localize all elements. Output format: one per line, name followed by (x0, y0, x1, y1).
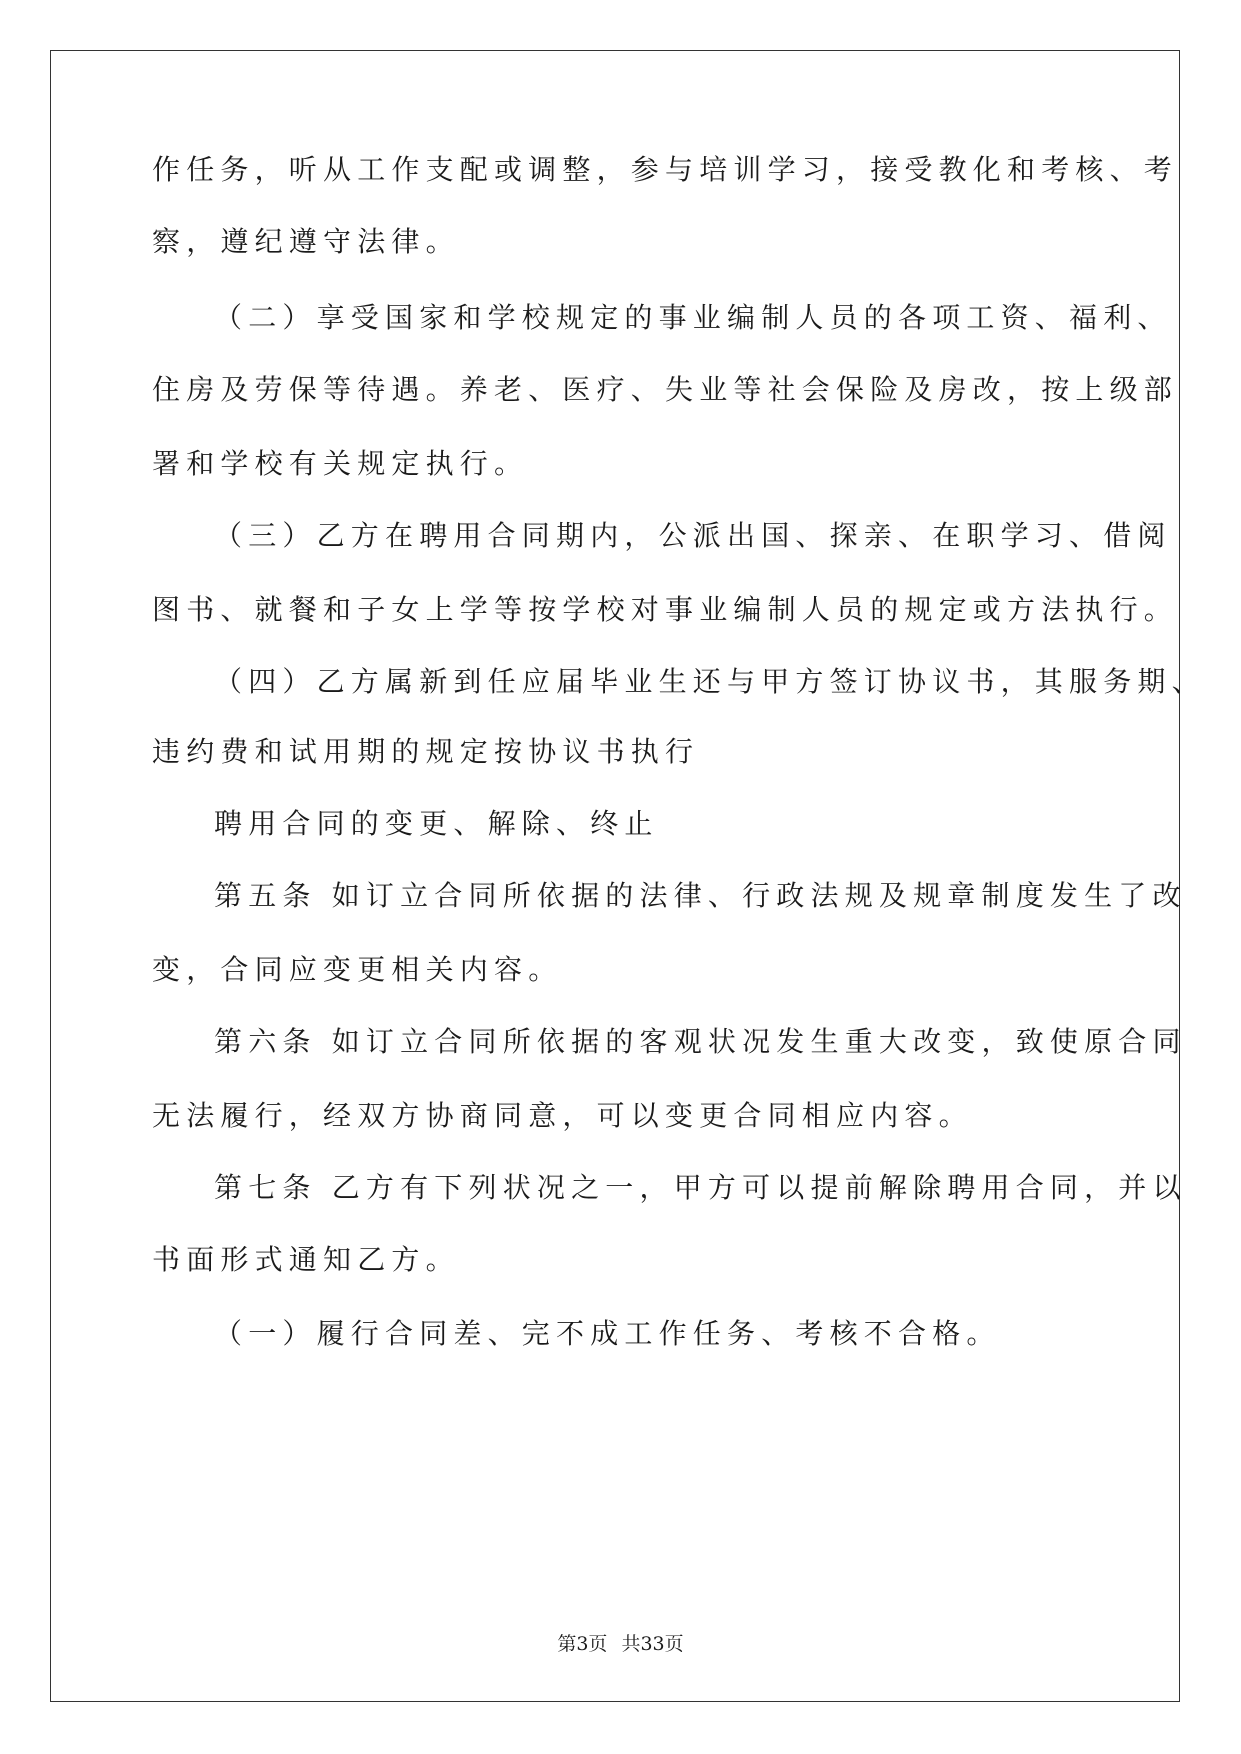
text-line: 察，遵纪遵守法律。 (152, 225, 460, 258)
article-line: 第六条 如订立合同所依据的客观状况发生重大改变，致使原合同 (214, 1025, 1187, 1058)
paragraph-start-line: （二）享受国家和学校规定的事业编制人员的各项工资、福利、 (214, 301, 1172, 334)
text-line: 署和学校有关规定执行。 (152, 447, 529, 480)
text-line: 图书、就餐和子女上学等按学校对事业编制人员的规定或方法执行。 (152, 593, 1179, 626)
article-line: 第七条 乙方有下列状况之一，甲方可以提前解除聘用合同，并以 (214, 1171, 1187, 1204)
paragraph-start-line: （一）履行合同差、完不成工作任务、考核不合格。 (214, 1317, 1001, 1350)
text-line: 违约费和试用期的规定按协议书执行 (152, 735, 700, 768)
paragraph-start-line: （四）乙方属新到任应届毕业生还与甲方签订协议书，其服务期、 (214, 665, 1206, 698)
page-number: 第3页 (557, 1633, 608, 1655)
text-line: 作任务，听从工作支配或调整，参与培训学习，接受教化和考核、考 (152, 153, 1179, 186)
text-line: 书面形式通知乙方。 (152, 1243, 460, 1276)
article-line: 第五条 如订立合同所依据的法律、行政法规及规章制度发生了改 (214, 879, 1187, 912)
total-pages: 共33页 (621, 1633, 684, 1655)
text-line: 住房及劳保等待遇。养老、医疗、失业等社会保险及房改，按上级部 (152, 373, 1179, 406)
section-heading: 聘用合同的变更、解除、终止 (214, 807, 659, 840)
page-footer (0, 1632, 1241, 1656)
text-line: 变，合同应变更相关内容。 (152, 953, 563, 986)
text-line: 无法履行，经双方协商同意，可以变更合同相应内容。 (152, 1099, 973, 1132)
paragraph-start-line: （三）乙方在聘用合同期内，公派出国、探亲、在职学习、借阅 (214, 519, 1172, 552)
